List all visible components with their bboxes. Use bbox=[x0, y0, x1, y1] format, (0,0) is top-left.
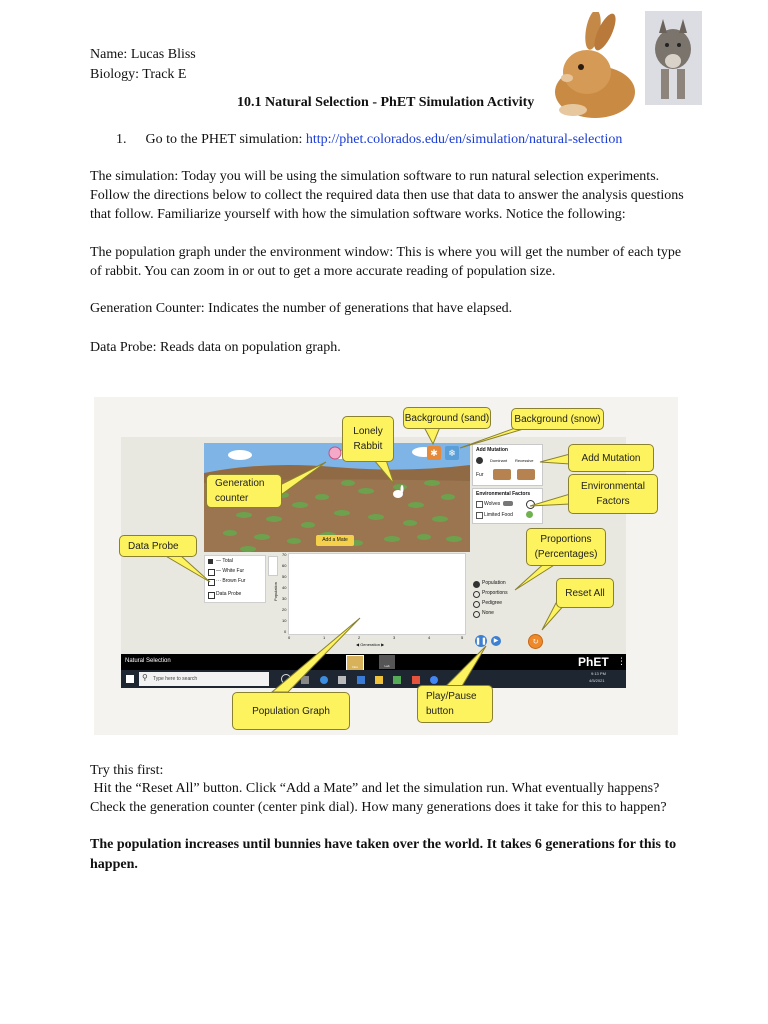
radio-population-label: Population bbox=[482, 580, 506, 586]
play-pause-button[interactable]: ❚❚ bbox=[475, 637, 487, 645]
y-tick: 20 bbox=[282, 607, 287, 612]
dominant-label: Dominant bbox=[490, 458, 508, 463]
x-axis-label: ◀ Generation ▶ bbox=[356, 642, 385, 647]
y-tick: 50 bbox=[282, 574, 287, 579]
answer-line-1: The population increases until bunnies have taken over the world. It takes 6 generations for this to bbox=[90, 837, 677, 852]
intro-line-2: Follow the directions below to collect the required data then use that data to answer the analysis questions bbox=[90, 188, 684, 203]
screen-lab-button[interactable]: Lab bbox=[379, 655, 395, 669]
screen-intro-button[interactable]: Intro bbox=[346, 655, 364, 671]
page-title: 10.1 Natural Selection - PhET Simulation Activity bbox=[237, 95, 535, 110]
try-first-line-1: Hit the “Reset All” button. Click “Add a Mate” and let the simulation run. What eventually happens? bbox=[90, 781, 660, 796]
y-tick: 0 bbox=[284, 629, 287, 634]
add-a-mate-button[interactable]: Add a Mate bbox=[316, 535, 354, 546]
radio-pedigree-label: Pedigree bbox=[482, 600, 503, 606]
intro-line-1: The simulation: Today you will be using the simulation software to run natural selection experiments. bbox=[90, 169, 660, 184]
proportions-callout: Proportions (Percentages) bbox=[526, 528, 606, 566]
try-first-heading: Try this first: bbox=[90, 763, 164, 778]
simulation-link[interactable]: http://phet.colorados.edu/en/simulation/natural-selection bbox=[305, 132, 623, 147]
x-tick: 2 bbox=[358, 635, 361, 640]
environmental-factors-title: Environmental Factors bbox=[476, 491, 531, 497]
limited-food-label: Limited Food bbox=[484, 512, 513, 518]
app-title: Natural Selection bbox=[125, 658, 171, 664]
sand-background-button[interactable]: ✱ bbox=[427, 446, 441, 460]
legend-total: — Total bbox=[216, 558, 233, 564]
legend-data-probe: Data Probe bbox=[216, 591, 242, 597]
class-track: Biology: Track E bbox=[90, 67, 187, 82]
lonely-rabbit-callout: Lonely Rabbit bbox=[342, 416, 394, 462]
taskbar-clock-time: 9:13 PM bbox=[591, 671, 606, 676]
play-pause-callout: Play/Pause button bbox=[417, 685, 493, 723]
phet-logo: PhET bbox=[578, 655, 609, 669]
recessive-label: Recessive bbox=[515, 458, 534, 463]
generation-counter-callout: Generation counter bbox=[206, 474, 282, 508]
try-first-line-2: Check the generation counter (center pink dial). How many generations does it take for this to happen? bbox=[90, 800, 667, 815]
add-mutation-title: Add Mutation bbox=[476, 447, 508, 453]
radio-proportions-label: Proportions bbox=[482, 590, 508, 596]
y-tick: 40 bbox=[282, 585, 287, 590]
taskbar-clock-date: 4/5/2021 bbox=[589, 678, 605, 683]
fur-label: Fur bbox=[476, 472, 484, 478]
data-probe-desc: Data Probe: Reads data on population graph. bbox=[90, 340, 341, 355]
y-tick: 70 bbox=[282, 552, 287, 557]
environmental-factors-callout: Environmental Factors bbox=[568, 474, 658, 514]
step-forward-button[interactable]: ▶ bbox=[491, 636, 501, 646]
background-snow-callout: Background (snow) bbox=[511, 408, 604, 430]
background-sand-callout: Background (sand) bbox=[403, 407, 491, 429]
add-mutation-callout: Add Mutation bbox=[568, 444, 654, 472]
reset-all-callout: Reset All bbox=[556, 578, 614, 608]
x-tick: 0 bbox=[288, 635, 291, 640]
x-tick: 5 bbox=[461, 635, 464, 640]
y-tick: 60 bbox=[282, 563, 287, 568]
student-name: Name: Lucas Bliss bbox=[90, 47, 196, 62]
menu-icon[interactable]: ⋮ bbox=[617, 656, 626, 666]
y-axis-label: Population bbox=[272, 582, 278, 601]
y-tick: 30 bbox=[282, 596, 287, 601]
x-tick: 1 bbox=[323, 635, 326, 640]
x-tick: 3 bbox=[393, 635, 396, 640]
search-icon: ⚲ bbox=[142, 673, 148, 682]
intro-line-3: that follow. Familiarize yourself with how the simulation software works. Notice the following: bbox=[90, 207, 626, 222]
snow-background-button[interactable]: ❄ bbox=[445, 446, 459, 460]
legend-white-fur: — White Fur bbox=[216, 568, 245, 574]
answer-line-2: happen. bbox=[90, 857, 138, 872]
wolves-label: Wolves bbox=[484, 501, 501, 507]
search-placeholder: Type here to search bbox=[153, 676, 198, 682]
reset-all-button[interactable]: ↻ bbox=[528, 634, 543, 649]
y-tick: 10 bbox=[282, 618, 287, 623]
step-text: Go to the PHET simulation: bbox=[145, 132, 306, 147]
graph-line-1: The population graph under the environment window: This is where you will get the number of each type bbox=[90, 245, 682, 260]
generation-counter-desc: Generation Counter: Indicates the number of generations that have elapsed. bbox=[90, 301, 513, 316]
population-graph-callout: Population Graph bbox=[232, 692, 350, 730]
x-tick: 4 bbox=[428, 635, 431, 640]
data-probe-callout: Data Probe bbox=[119, 535, 197, 557]
radio-none-label: None bbox=[482, 610, 494, 616]
graph-line-2: of rabbit. You can zoom in or out to get a more accurate reading of population size. bbox=[90, 264, 556, 279]
legend-brown-fur: ··· Brown Fur bbox=[216, 578, 246, 584]
step-number: 1. bbox=[116, 132, 127, 147]
